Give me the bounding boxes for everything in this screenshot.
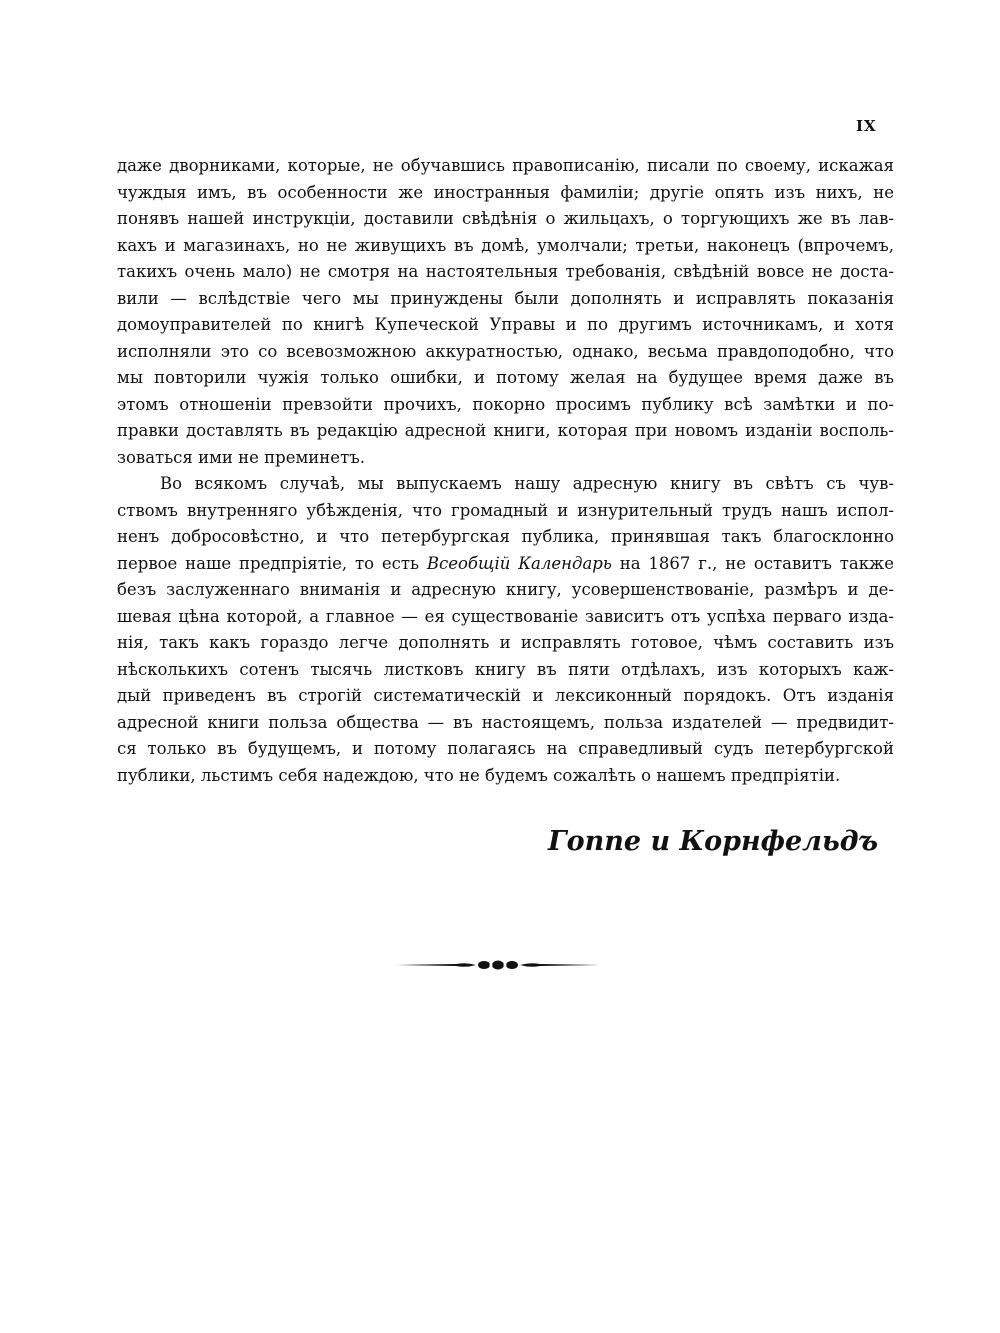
text-line: ствомъ внутренняго убѣжденія, что громадный и изнурительный трудъ нашъ испол- [117, 500, 894, 520]
text-line: этомъ отношеніи превзойти прочихъ, покорно просимъ публику всѣ замѣтки и по- [117, 394, 894, 414]
text-line: ненъ добросовѣстно, и что петербургская публика, принявшая такъ благосклонно [117, 527, 894, 546]
signature: Гоппе и Корнфельдъ [548, 826, 879, 857]
text-line: такихъ очень мало) не смотря на настоятельныя требованія, свѣдѣній вовсе не доста- [117, 262, 894, 281]
paragraph-2 [117, 471, 894, 789]
text-line: публики, льстимъ себя надеждою, что не будемъ сожалѣть о нашемъ предпріятіи. [117, 765, 841, 785]
text-line: даже дворниками, которые, не обучавшись правописанію, писали по своему, искажая [117, 156, 894, 175]
text-line: правки доставлять въ редакцію адресной книги, которая при новомъ изданіи восполь- [117, 421, 894, 440]
text-line: мы повторили чужія только ошибки, и потому желая на будущее время даже въ [117, 368, 894, 387]
text-line: нѣсколькихъ сотенъ тысячь листковъ книгу въ пяти отдѣлахъ, изъ которыхъ каж- [117, 659, 894, 679]
text-line: Во всякомъ случаѣ, мы выпускаемъ нашу адресную книгу въ свѣтъ съ чув- [160, 474, 894, 493]
paragraph-1 [117, 153, 894, 471]
text-line: чуждыя имъ, въ особенности же иностранныя фамиліи; другіе опять изъ нихъ, не [117, 182, 894, 202]
text-line: домоуправителей по книгѣ Купеческой Управы и по другимъ источникамъ, и хотя [117, 315, 894, 334]
text-segment: первое наше предпріятіе, то есть [117, 553, 419, 573]
calendar-title: Всеобщій Календарь [426, 553, 612, 573]
text-line: исполняли это со всевозможною аккуратностью, однако, весьма правдоподобно, что [117, 341, 894, 361]
text-line: зоваться ими не преминетъ. [117, 447, 365, 467]
text-line: ся только въ будущемъ, и потому полагаясь на справедливый судъ петербургской [117, 739, 894, 758]
text-line: дый приведенъ въ строгій систематическій и лексиконный порядокъ. Отъ изданія [117, 686, 894, 705]
text-segment: на 1867 г., не оставитъ также [619, 553, 894, 573]
text-line: нія, такъ какъ гораздо легче дополнять и исправлять готовое, чѣмъ составить изъ [117, 633, 894, 652]
text-line: шевая цѣна которой, а главное — ея существованіе зависитъ отъ успѣха перваго изда- [117, 606, 894, 626]
text-line: вили — вслѣдствіе чего мы принуждены были дополнять и исправлять показанія [117, 288, 894, 308]
text-line [117, 551, 894, 578]
text-line: адресной книги польза общества — въ настоящемъ, польза издателей — предвидит- [117, 712, 894, 732]
text-line: кахъ и магазинахъ, но не живущихъ въ домѣ, умолчали; третьи, наконецъ (впрочемъ, [117, 235, 894, 255]
ornament-divider-icon [396, 956, 600, 974]
body-text [117, 153, 894, 789]
text-line: понявъ нашей инструкціи, доставили свѣдѣнія о жильцахъ, о торгующихъ же въ лав- [117, 209, 894, 228]
text-line: безъ заслуженнаго вниманія и адресную книгу, усовершенствованіе, размѣръ и де- [117, 580, 894, 599]
page-number: IX [856, 117, 877, 135]
